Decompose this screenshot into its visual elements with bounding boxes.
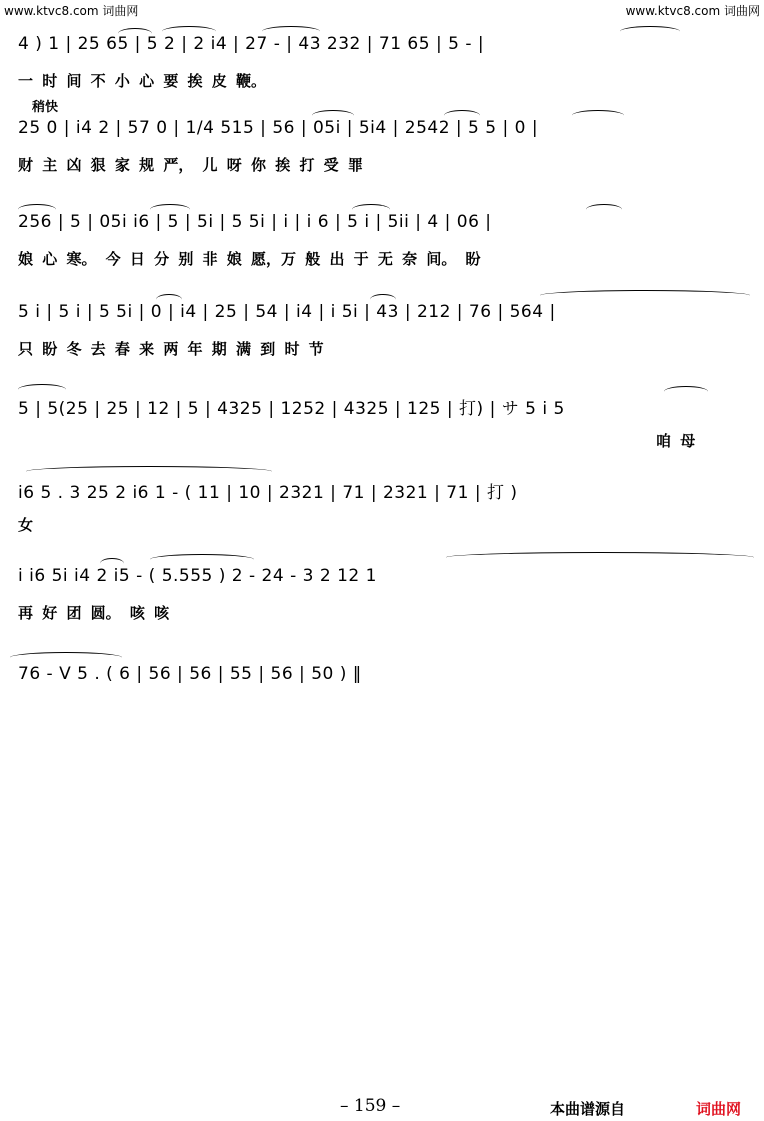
score-line-5 (0, 394, 764, 454)
header-left (4, 2, 138, 19)
brand-logo[interactable]: 词曲网 (696, 1100, 742, 1118)
slur (540, 290, 750, 301)
source-label: 本曲谱源自 (550, 1100, 626, 1118)
score-lyrics: 娘 心 寒。 今 日 分 别 非 娘 愿，万 般 出 于 无 奈 间。 盼 (18, 250, 481, 268)
header-right-name: 词曲网 (723, 4, 760, 18)
slur (586, 204, 622, 215)
score-notes: 4 ) 1 | 25 65 | 5 2 | 2 i4 | 27 - | 43 232 | 71 65 | 5 - | (18, 34, 485, 54)
score-notes: 5 | 5(25 | 25 | 12 | 5 | 4325 | 1252 | 4325 | 125 | 打) | サ 5 i 5 (18, 399, 565, 419)
slur (620, 26, 680, 37)
score-lyrics: 财 主 凶 狠 家 规 严， 儿 呀 你 挨 打 受 罪 (18, 156, 363, 174)
score-line-7 (0, 566, 764, 626)
score-notes: 76 - V 5 . ( 6 | 56 | 56 | 55 | 56 | 50 ) ‖ (18, 664, 362, 684)
slur (572, 110, 624, 121)
score-notes: i i6 5i i4 2 i5 - ( 5.555 ) 2 - 24 - 3 2 12 1 (18, 566, 377, 586)
header-left-name: 词曲网 (102, 4, 139, 18)
score-notes: 5 i | 5 i | 5 5i | 0 | i4 | 25 | 54 | i4 | i 5i | 43 | 212 | 76 | 564 | (18, 302, 556, 322)
score-line-3 (0, 212, 764, 272)
score-lyrics: 咱 母 (656, 432, 696, 450)
slur (10, 652, 122, 663)
header-right-site[interactable]: www.ktvc8.com (625, 4, 721, 18)
score-lyrics: 再 好 团 圆。 咳 咳 (18, 604, 170, 622)
score-line-8 (0, 664, 764, 704)
score-line-2 (0, 100, 764, 178)
score-notes: 256 | 5 | 05i i6 | 5 | 5i | 5 5i | i | i 6 | 5 i | 5ii | 4 | 06 | (18, 212, 492, 232)
score-lyrics: 一 时 间 不 小 心 要 挨 皮 鞭。 (18, 72, 267, 90)
score-notes: 25 0 | i4 2 | 57 0 | 1/4 515 | 56 | 05i | 5i4 | 2542 | 5 5 | 0 | (18, 118, 539, 138)
score-line-6 (0, 478, 764, 538)
slur (150, 554, 254, 565)
header-right (626, 2, 760, 19)
score-line-4 (0, 302, 764, 362)
slur (446, 552, 754, 563)
score-lyrics: 只 盼 冬 去 春 来 两 年 期 满 到 时 节 (18, 340, 324, 358)
score-line-1 (0, 34, 764, 94)
score-notes: i6 5 . 3 25 2 i6 1 - ( 11 | 10 | 2321 | 71 | 2321 | 71 | 打 ) (18, 483, 518, 503)
page-number: – 159 – (340, 1096, 401, 1116)
score-lyrics: 女 (18, 516, 34, 534)
slur (26, 466, 272, 477)
tempo-annotation: 稍快 (32, 100, 59, 115)
header-left-site[interactable]: www.ktvc8.com (4, 4, 99, 18)
slur (664, 386, 708, 397)
